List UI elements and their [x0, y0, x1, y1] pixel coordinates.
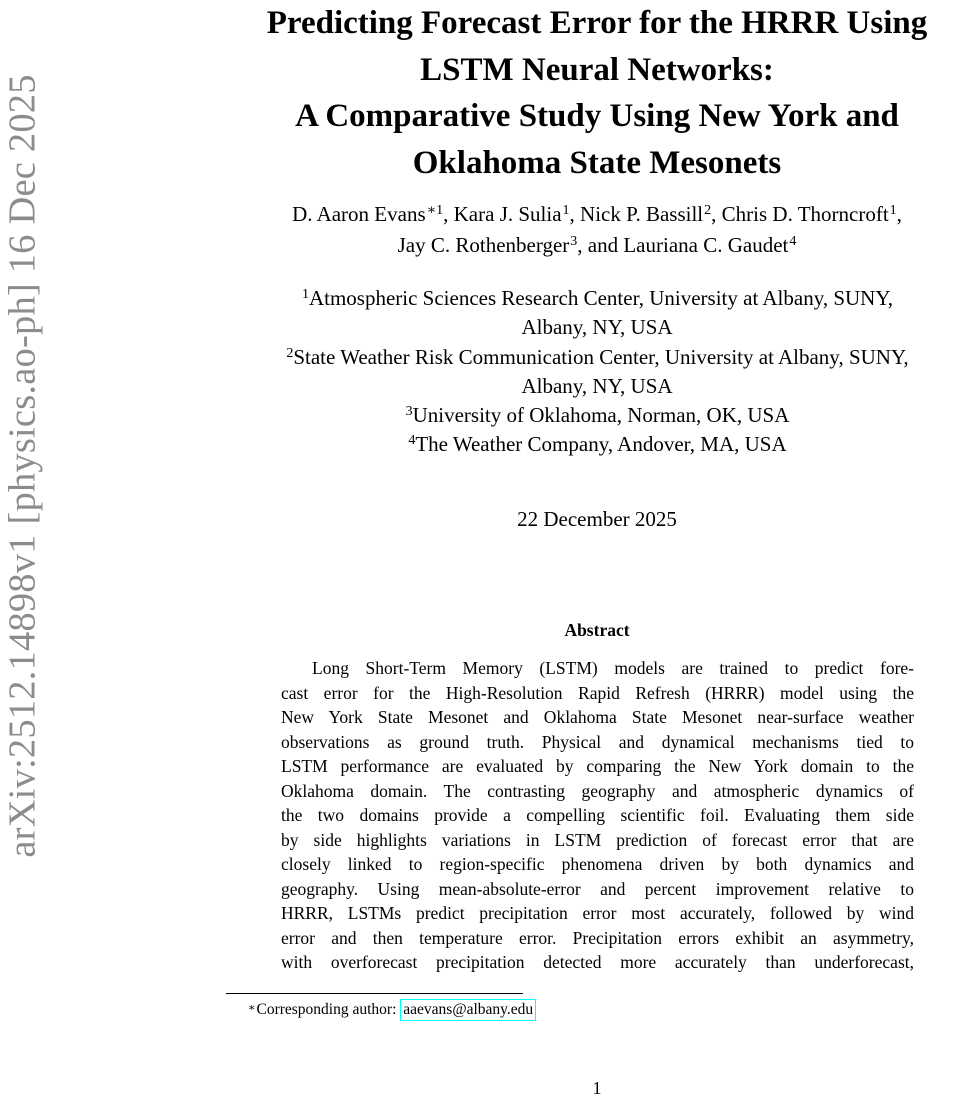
affiliation-1 — [226, 284, 966, 313]
author-email-link[interactable]: aaevans@albany.edu — [400, 999, 536, 1021]
abstract-line: Long Short-Term Memory (LSTM) models are trained to predict fore- — [312, 658, 914, 678]
footnote-text: Corresponding author: — [256, 1001, 401, 1018]
author-sup: 3 — [570, 234, 578, 249]
author-name: Kara J. Sulia — [453, 202, 562, 226]
affiliation-text: University of Oklahoma, Norman, OK, USA — [412, 403, 790, 428]
author-list — [226, 199, 966, 261]
publication-date: 22 December 2025 — [517, 507, 677, 531]
footnote-rule — [226, 993, 523, 994]
arxiv-stamp — [2, 40, 44, 892]
abstract-heading: Abstract — [564, 620, 630, 640]
title-line: A Comparative Study Using New York and — [295, 98, 899, 134]
title-line: Predicting Forecast Error for the HRRR Using — [266, 5, 928, 41]
author-conjunction: and — [587, 233, 619, 257]
affiliation-2-cont: Albany, NY, USA — [521, 373, 673, 398]
affiliation-text: State Weather Risk Communication Center, University at Albany, SUNY, — [293, 344, 909, 369]
affiliation-sup: 1 — [301, 287, 309, 302]
author-sup: 1 — [562, 203, 570, 218]
affiliation-4 — [226, 430, 966, 459]
abstract-line: geography. Using mean-absolute-error and percent improvement relative to — [281, 878, 914, 899]
abstract-line: New York State Mesonet and Oklahoma State Mesonet near-surface weather — [281, 707, 914, 727]
abstract-line: HRRR, LSTMs predict precipitation error most accurately, followed by wind — [281, 903, 914, 923]
author-name: Nick P. Bassill — [580, 202, 704, 226]
title-line: LSTM Neural Networks: — [420, 51, 774, 88]
author-name: D. Aaron Evans — [292, 202, 426, 226]
affiliation-3 — [226, 401, 966, 430]
abstract-line: Oklahoma domain. The contrasting geography and atmospheric dynamics of — [281, 780, 914, 801]
page-number: 1 — [592, 1078, 602, 1098]
affiliation-1-cont: Albany, NY, USA — [521, 315, 673, 340]
arxiv-id: arXiv:2512.14898v1 [physics.ao-ph] 16 Dec 2025 — [2, 74, 44, 858]
affiliation-sup: 3 — [405, 404, 413, 420]
abstract-body — [281, 656, 914, 975]
abstract-line: cast error for the High-Resolution Rapid Refresh (HRRR) model using the — [281, 682, 914, 703]
author-sup: 1 — [889, 203, 897, 218]
abstract-line: observations as ground truth. Physical and dynamical mechanisms tied to — [281, 731, 914, 752]
author-line-2: Jay C. Rothenberger$^3$, and Lauriana C. Gaudet$^4$ — [397, 233, 797, 257]
author-name: Lauriana C. Gaudet — [623, 233, 789, 257]
corresponding-author-footnote — [248, 998, 536, 1022]
footnote-mark: ∗ — [248, 1002, 256, 1014]
author-name: Chris D. Thorncroft — [721, 202, 889, 226]
affiliation-sup: 2 — [286, 345, 294, 361]
affiliation-list — [226, 284, 966, 460]
abstract-line: the two domains provide a compelling scientific foil. Evaluating them side — [281, 805, 914, 825]
abstract-line: error and then temperature error. Precipitation errors exhibit an asymmetry, — [281, 927, 914, 948]
abstract-line: by side highlights variations in LSTM prediction of forecast error that are — [281, 829, 914, 850]
affiliation-text: Atmospheric Sciences Research Center, University at Albany, SUNY, — [308, 286, 894, 310]
author-sup: 4 — [789, 234, 797, 249]
title-line: Oklahoma State Mesonets — [412, 144, 782, 181]
affiliation-2 — [226, 343, 966, 372]
abstract-line: LSTM performance are evaluated by comparing the New York domain to the — [281, 756, 914, 776]
abstract-line: with overforecast precipitation detected more accurately than underforecast, — [281, 952, 914, 972]
author-sup: 2 — [704, 203, 712, 218]
paper-title — [226, 0, 966, 186]
author-line-1: D. Aaron Evans$^{∗1}$, Kara J. Sulia$^1$, Nick P. Bassill$^2$, Chris D. Thorncroft$^1$, — [292, 202, 902, 226]
author-sup: ∗1 — [426, 203, 444, 218]
affiliation-text: The Weather Company, Andover, MA, USA — [415, 432, 787, 457]
affiliation-sup: 4 — [408, 433, 416, 449]
abstract-line: closely linked to region-specific phenomena driven by both dynamics and — [281, 854, 914, 874]
author-name: Jay C. Rothenberger — [397, 233, 570, 257]
